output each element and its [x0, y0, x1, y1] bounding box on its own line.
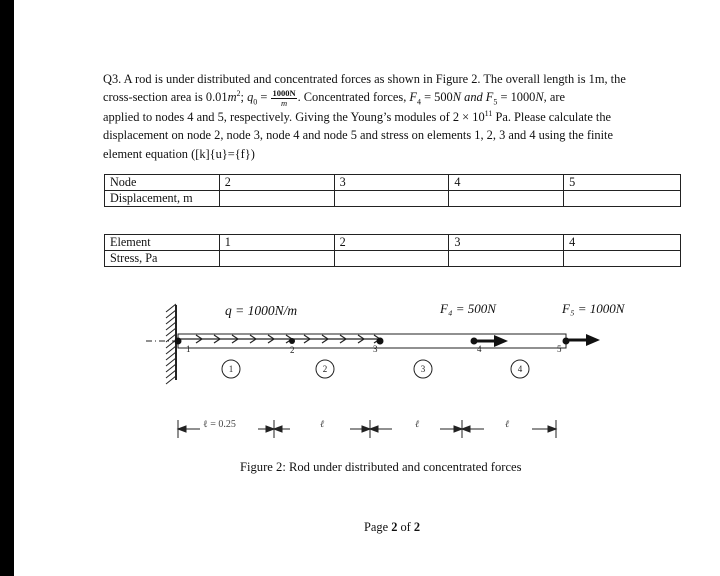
- question-line-1: Q3. A rod is under distributed and concentrated forces as shown in Figure 2. The overall length is 1m, the: [103, 72, 626, 86]
- table-row: [105, 235, 681, 251]
- table-header-cell: 4: [564, 235, 681, 251]
- element-label: 2: [322, 364, 328, 374]
- table-header-cell: 2: [334, 235, 449, 251]
- question-line-2: [103, 88, 683, 108]
- node-dot-2: [289, 338, 295, 344]
- fraction-numerator: 1000N: [272, 88, 296, 99]
- node-label: 2: [290, 345, 295, 355]
- element-label: 1: [228, 364, 234, 374]
- table-header-cell: 3: [334, 175, 449, 191]
- table-row: [105, 175, 681, 191]
- area-unit: m: [227, 90, 237, 105]
- table-cell: [219, 251, 334, 267]
- rod-figure: [0, 290, 720, 455]
- left-edge-bar: [0, 0, 14, 576]
- q-symbol: q: [247, 90, 254, 105]
- node-label: 4: [477, 344, 482, 354]
- youngs-exponent: 11: [484, 108, 493, 118]
- q-subscript: 0: [253, 97, 258, 107]
- question-line-3: [103, 108, 683, 126]
- table-row-label: Stress, Pa: [105, 251, 220, 267]
- dimension-label: ℓ: [320, 419, 325, 430]
- table-header-cell: Node: [105, 175, 220, 191]
- table-header-cell: 2: [219, 175, 334, 191]
- element-stress-table: [104, 234, 681, 267]
- dimension-label: ℓ: [505, 419, 510, 430]
- f5-force-arrow: [566, 334, 600, 346]
- table-cell: [219, 191, 334, 207]
- page-total: 2: [413, 520, 421, 534]
- f4-label: F₄ = 500N: [440, 301, 496, 316]
- table-cell: [564, 251, 681, 267]
- element-label: 3: [420, 364, 426, 374]
- line2-end: , are: [543, 90, 565, 105]
- table-header-cell: 4: [449, 175, 564, 191]
- page-current: 2: [391, 520, 398, 534]
- table-row: [105, 251, 681, 267]
- area-text: cross-section area is 0.01: [103, 90, 228, 105]
- f4-unit-and-f5: N and F: [452, 90, 494, 105]
- node-displacement-table: [104, 174, 681, 207]
- page-prefix: Page: [364, 520, 392, 534]
- table-row: [105, 191, 681, 207]
- table-header-cell: 5: [564, 175, 681, 191]
- f4-value: = 500: [420, 90, 453, 105]
- fixed-wall: [166, 304, 176, 384]
- table-cell: [334, 251, 449, 267]
- f5-subscript: 5: [493, 97, 498, 107]
- separator: ;: [240, 90, 248, 105]
- table-header-cell: Element: [105, 235, 220, 251]
- area-exponent: 2: [236, 89, 241, 99]
- fraction-denominator: m: [280, 98, 288, 109]
- table-cell: [449, 251, 564, 267]
- table-cell: [449, 191, 564, 207]
- equals-sign: =: [257, 90, 271, 105]
- table-header-cell: 1: [219, 235, 334, 251]
- f5-unit: N: [535, 90, 544, 105]
- f4-subscript: 4: [416, 97, 421, 107]
- page-of: of: [397, 520, 414, 534]
- page-number: [364, 520, 420, 535]
- table-cell: [334, 191, 449, 207]
- question-line-5: element equation ([k]{u}={f}): [103, 146, 255, 161]
- q-fraction: [271, 89, 296, 108]
- element-label: 4: [517, 364, 523, 374]
- table-header-cell: 3: [449, 235, 564, 251]
- f4-symbol: F: [409, 90, 417, 105]
- node-label: 3: [373, 344, 378, 354]
- element-markers: [222, 360, 529, 378]
- f5-label: F₅ = 1000N: [562, 301, 625, 316]
- q-load-label: q = 1000N/m: [225, 303, 298, 318]
- dimension-label: ℓ: [415, 419, 420, 430]
- figure-caption: Figure 2: Rod under distributed and concentrated forces: [240, 460, 522, 474]
- table-row-label: Displacement, m: [105, 191, 220, 207]
- f5-value: = 1000: [497, 90, 536, 105]
- dimension-label: ℓ = 0.25: [203, 419, 236, 430]
- question-line-4: displacement on node 2, node 3, node 4 and node 5 and stress on elements 1, 2, 3 and 4 using the finite: [103, 128, 613, 143]
- node-label: 5: [557, 344, 562, 354]
- node-dot-3: [377, 338, 384, 345]
- forces-text: . Concentrated forces,: [297, 90, 410, 105]
- table-cell: [564, 191, 681, 207]
- node-label: 1: [186, 344, 191, 354]
- question-text: [103, 70, 683, 163]
- youngs-text: applied to nodes 4 and 5, respectively. Giving the Young’s modules of 2 × 10: [103, 110, 485, 125]
- node-dot-1: [175, 338, 182, 345]
- youngs-unit-text: Pa. Please calculate the: [492, 110, 612, 125]
